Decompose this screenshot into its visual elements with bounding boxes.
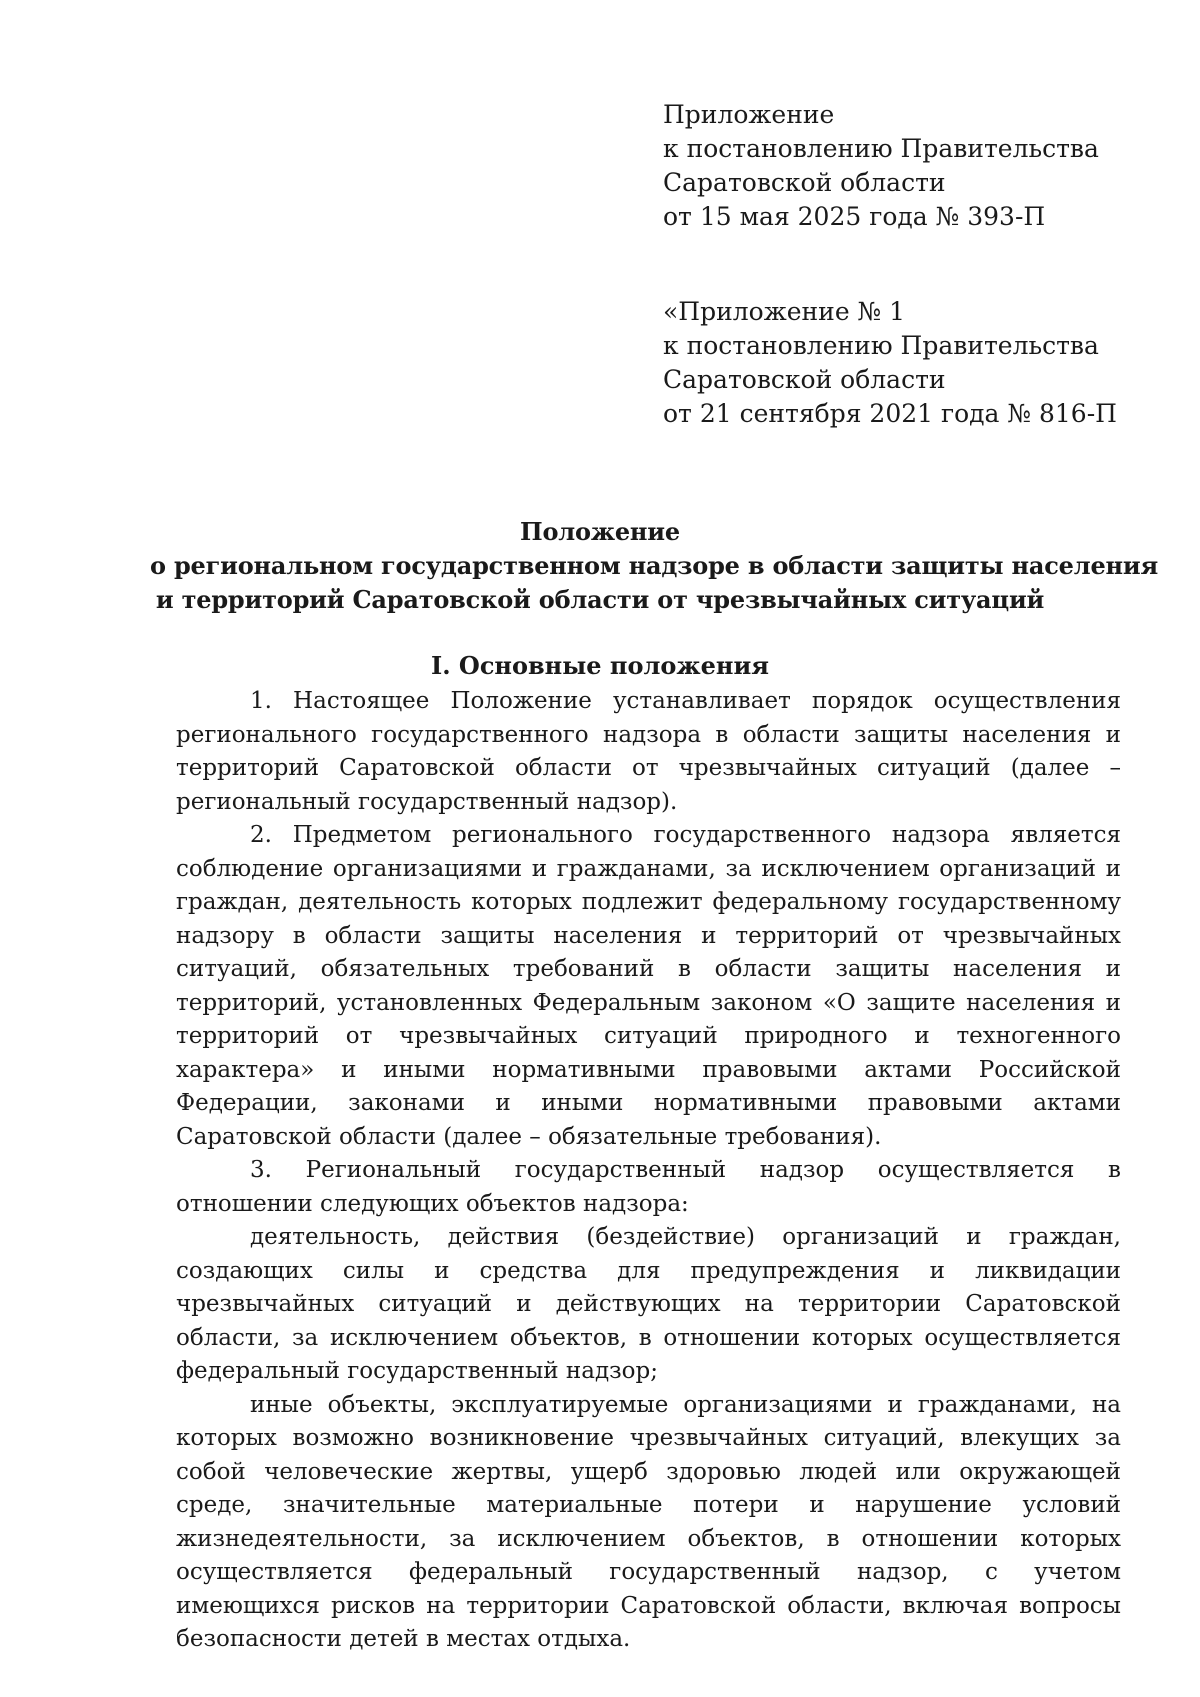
- appendix-previous-line: Саратовской области: [663, 365, 946, 394]
- document-title-line: о региональном государственном надзоре в области защиты населения: [150, 551, 1159, 580]
- section-body: [176, 685, 1121, 1657]
- appendix-previous-line: от 21 сентября 2021 года № 816-П: [663, 399, 1117, 428]
- paragraph: иные объекты, эксплуатируемые организациями и гражданами, на которых возможно возникновение чрезвычайных ситуаций, влекущих за собой человеческие жертвы, ущерб здоровью людей или окружающей среде, значительные материальные потери и нарушение условий жизнедеятельности, за исключением объектов, в отношении которых осуществляется федеральный государственный надзор, с учетом имеющихся рисков на территории Саратовской области, включая вопросы безопасности детей в местах отдыха.: [176, 1391, 1121, 1652]
- paragraph: 3. Региональный государственный надзор осуществляется в отношении следующих объектов надзора:: [176, 1157, 1121, 1217]
- document-title-line: Положение: [520, 517, 680, 546]
- appendix-current-line: от 15 мая 2025 года № 393-П: [663, 202, 1046, 231]
- paragraph: 2. Предметом регионального государственного надзора является соблюдение организациями и гражданами, за исключением организаций и граждан, деятельность которых подлежит федеральному государственному надзору в области защиты населения и территорий от чрезвычайных ситуаций, обязательных требований в области защиты населения и территорий, установленных Федеральным законом «О защите населения и территорий от чрезвычайных ситуаций природного и техногенного характера» и иными нормативными правовыми актами Российской Федерации, законами и иными нормативными правовыми актами Саратовской области (далее – обязательные требования).: [176, 822, 1121, 1150]
- appendix-current-line: Приложение: [663, 100, 835, 129]
- paragraph: 1. Настоящее Положение устанавливает порядок осуществления регионального государственного надзора в области защиты населения и территорий Саратовской области от чрезвычайных ситуаций (далее – региональный государственный надзор).: [176, 688, 1121, 815]
- appendix-current-line: Саратовской области: [663, 168, 946, 197]
- section-heading: I. Основные положения: [430, 651, 770, 680]
- paragraph: деятельность, действия (бездействие) организаций и граждан, создающих силы и средства для предупреждения и ликвидации чрезвычайных ситуаций и действующих на территории Саратовской области, за исключением объектов, в отношении которых осуществляется федеральный государственный надзор;: [176, 1224, 1121, 1384]
- appendix-previous-line: «Приложение № 1: [663, 297, 906, 326]
- appendix-current-header: [663, 98, 1143, 234]
- document-title-line: и территорий Саратовской области от чрезвычайных ситуаций: [155, 585, 1045, 614]
- document-title: [150, 515, 1159, 617]
- appendix-previous-header: [663, 295, 1143, 431]
- appendix-previous-line: к постановлению Правительства: [663, 331, 1099, 360]
- appendix-current-line: к постановлению Правительства: [663, 134, 1099, 163]
